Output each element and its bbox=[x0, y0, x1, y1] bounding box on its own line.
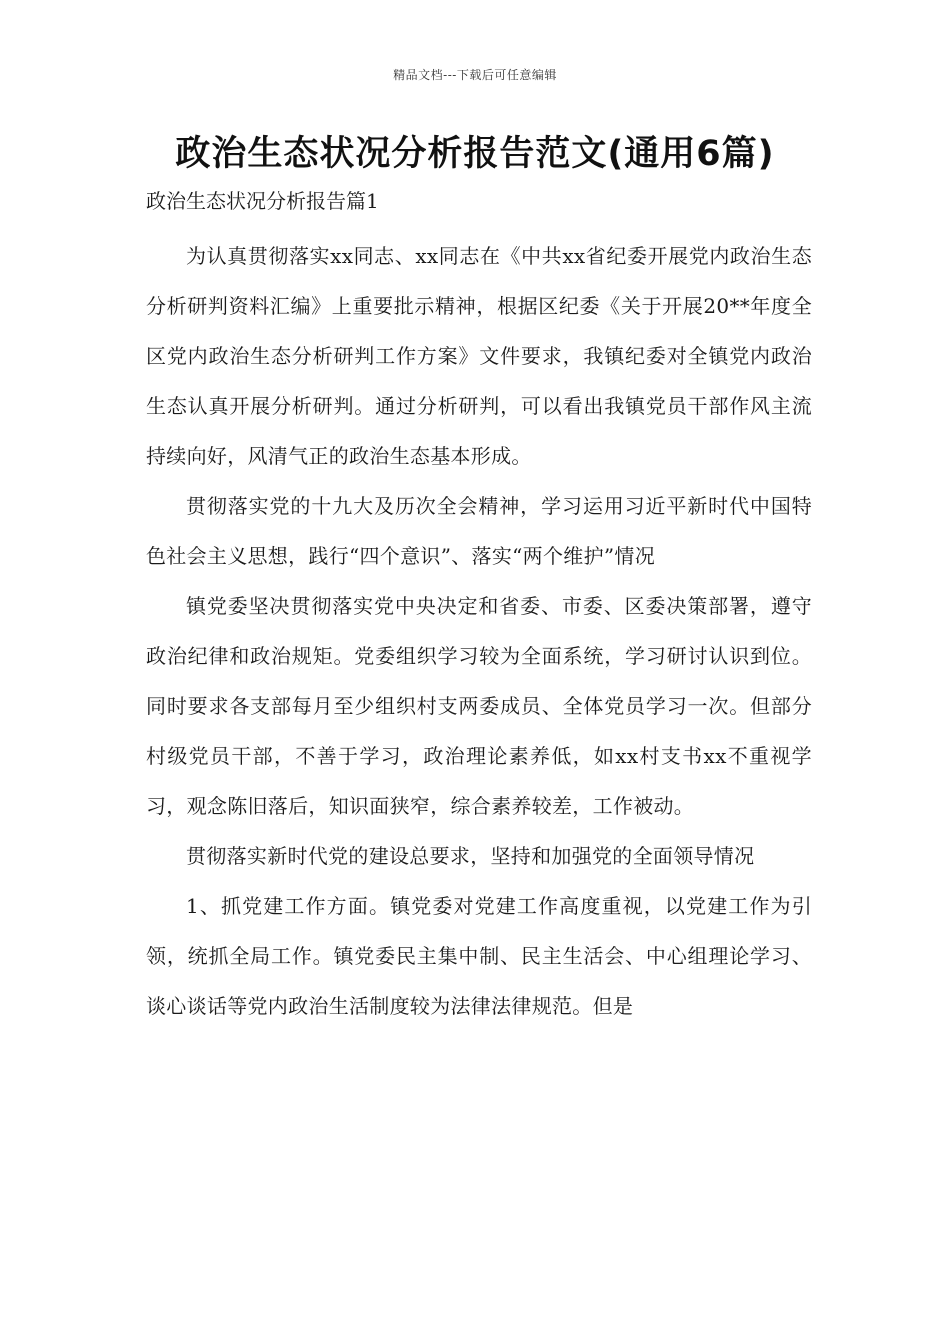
section-heading: 政治生态状况分析报告篇1 bbox=[146, 189, 379, 213]
header-note: 精品文档---下载后可任意编辑 bbox=[393, 68, 557, 82]
document-body bbox=[146, 184, 812, 1031]
document-title: 政治生态状况分析报告范文(通用6篇) bbox=[175, 134, 775, 174]
paragraph-1: 为认真贯彻落实xx同志、xx同志在《中共xx省纪委开展党内政治生态分析研判资料汇编》上重要批示精神，根据区纪委《关于开展20**年度全区党内政治生态分析研判工作方案》文件要求，我镇纪委对全镇党内政治生态认真开展分析研判。通过分析研判，可以看出我镇党员干部作风主流持续向好，风清气正的政治生态基本形成。 bbox=[146, 244, 812, 468]
paragraph-3: 镇党委坚决贯彻落实党中央决定和省委、市委、区委决策部署，遵守政治纪律和政治规矩。党委组织学习较为全面系统，学习研讨认识到位。同时要求各支部每月至少组织村支两委成员、全体党员学习一次。但部分村级党员干部，不善于学习，政治理论素养低，如xx村支书xx不重视学习，观念陈旧落后，知识面狭窄，综合素养较差，工作被动。 bbox=[146, 594, 812, 818]
paragraph-4: 贯彻落实新时代党的建设总要求，坚持和加强党的全面领导情况 bbox=[186, 844, 755, 868]
paragraph-5: 1、抓党建工作方面。镇党委对党建工作高度重视，以党建工作为引领，统抓全局工作。镇党委民主集中制、民主生活会、中心组理论学习、谈心谈话等党内政治生活制度较为法律法律规范。但是 bbox=[146, 894, 812, 1018]
paragraph-2: 贯彻落实党的十九大及历次全会精神，学习运用习近平新时代中国特色社会主义思想，践行“四个意识”、落实“两个维护”情况 bbox=[146, 494, 812, 568]
